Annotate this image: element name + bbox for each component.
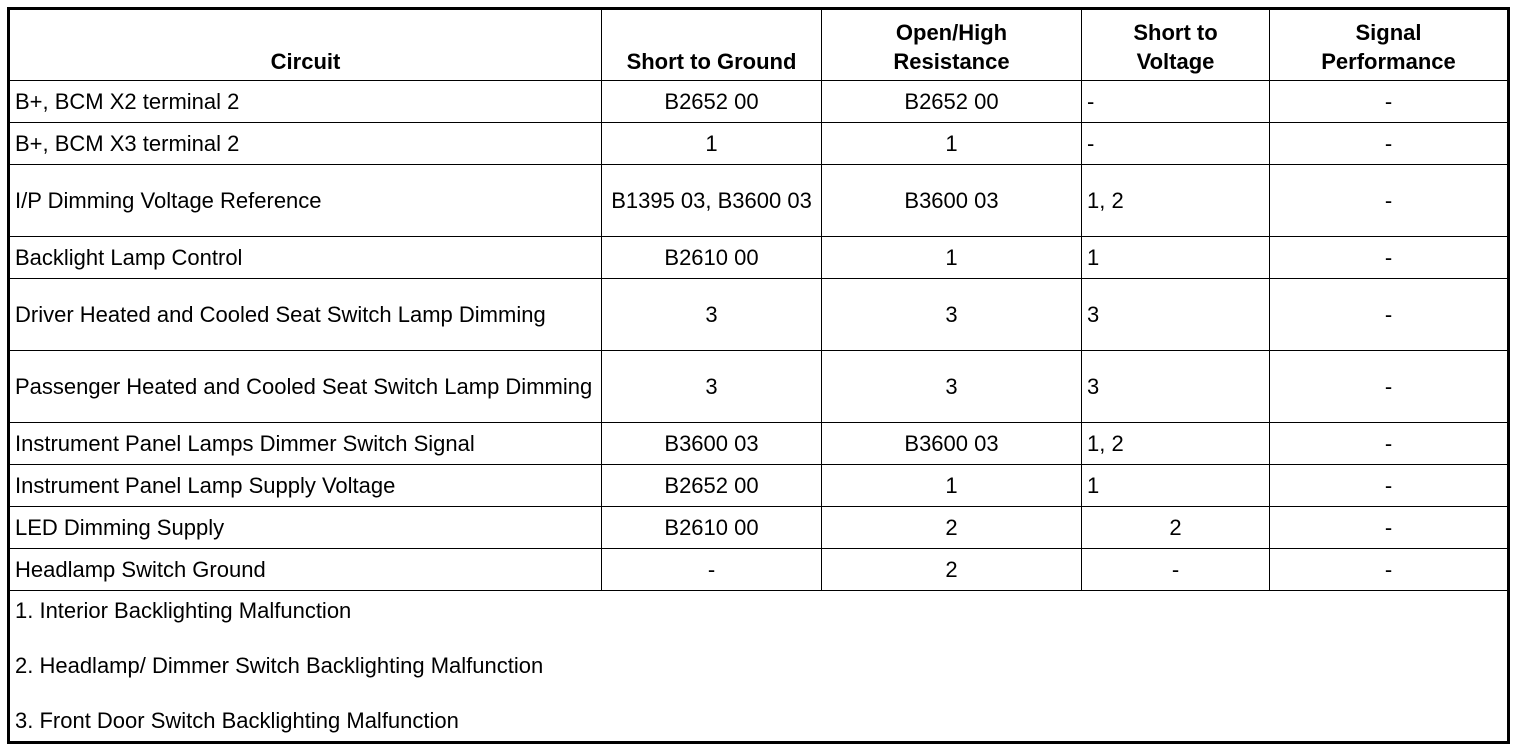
table-row: [9, 81, 1509, 123]
signal-performance-cell: -: [1270, 465, 1509, 507]
table-row: [9, 279, 1509, 351]
footnote-2: 2. Headlamp/ Dimmer Switch Backlighting Malfunction: [15, 653, 544, 678]
header-circuit: Circuit: [9, 9, 602, 81]
signal-performance-cell: -: [1270, 123, 1509, 165]
circuit-cell: B+, BCM X2 terminal 2: [9, 81, 602, 123]
footnotes-cell: [9, 591, 1509, 743]
short-to-voltage-cell: 1, 2: [1082, 165, 1270, 237]
signal-performance-cell: -: [1270, 423, 1509, 465]
header-open-line1: Open/High: [895, 20, 1008, 45]
open-high-resistance-cell: 3: [822, 279, 1082, 351]
table-row: [9, 165, 1509, 237]
open-high-resistance-cell: 1: [822, 237, 1082, 279]
footnote-3: 3. Front Door Switch Backlighting Malfunction: [15, 708, 459, 733]
short-to-ground-cell: 3: [602, 279, 822, 351]
table-row: [9, 423, 1509, 465]
circuit-cell: Driver Heated and Cooled Seat Switch Lamp Dimming: [9, 279, 602, 351]
header-voltage-line2: Voltage: [1136, 49, 1215, 74]
signal-performance-cell: -: [1270, 549, 1509, 591]
short-to-voltage-cell: -: [1082, 123, 1270, 165]
short-to-ground-cell: B2652 00: [602, 81, 822, 123]
header-voltage-line1: Short to: [1133, 20, 1218, 45]
short-to-voltage-cell: 1, 2: [1082, 423, 1270, 465]
signal-performance-cell: -: [1270, 507, 1509, 549]
open-high-resistance-cell: B3600 03: [822, 165, 1082, 237]
short-to-voltage-cell: 1: [1082, 465, 1270, 507]
short-to-ground-cell: 1: [602, 123, 822, 165]
table-row: [9, 549, 1509, 591]
circuit-cell: I/P Dimming Voltage Reference: [9, 165, 602, 237]
open-high-resistance-cell: B3600 03: [822, 423, 1082, 465]
header-open-high-resistance: [822, 9, 1082, 81]
short-to-ground-cell: B3600 03: [602, 423, 822, 465]
open-high-resistance-cell: 2: [822, 549, 1082, 591]
header-short-to-ground: Short to Ground: [602, 9, 822, 81]
table-row: [9, 123, 1509, 165]
short-to-voltage-cell: 2: [1082, 507, 1270, 549]
table-row: [9, 507, 1509, 549]
short-to-voltage-cell: 3: [1082, 351, 1270, 423]
header-signal-line2: Performance: [1321, 49, 1456, 74]
open-high-resistance-cell: 3: [822, 351, 1082, 423]
header-row: [9, 9, 1509, 81]
signal-performance-cell: -: [1270, 279, 1509, 351]
short-to-voltage-cell: 1: [1082, 237, 1270, 279]
short-to-ground-cell: -: [602, 549, 822, 591]
header-open-line2: Resistance: [893, 49, 1010, 74]
short-to-voltage-cell: -: [1082, 81, 1270, 123]
header-signal-performance: [1270, 9, 1509, 81]
circuit-cell: Headlamp Switch Ground: [9, 549, 602, 591]
circuit-cell: LED Dimming Supply: [9, 507, 602, 549]
open-high-resistance-cell: 1: [822, 123, 1082, 165]
signal-performance-cell: -: [1270, 81, 1509, 123]
signal-performance-cell: -: [1270, 351, 1509, 423]
short-to-ground-cell: B2610 00: [602, 507, 822, 549]
table-row: [9, 351, 1509, 423]
dtc-circuit-table: [7, 7, 1510, 744]
header-short-to-voltage: [1082, 9, 1270, 81]
short-to-ground-cell: 3: [602, 351, 822, 423]
open-high-resistance-cell: B2652 00: [822, 81, 1082, 123]
table-row: [9, 237, 1509, 279]
footnote-1: 1. Interior Backlighting Malfunction: [15, 598, 352, 623]
circuit-cell: Instrument Panel Lamp Supply Voltage: [9, 465, 602, 507]
short-to-voltage-cell: -: [1082, 549, 1270, 591]
circuit-cell: Instrument Panel Lamps Dimmer Switch Signal: [9, 423, 602, 465]
short-to-ground-cell: B2610 00: [602, 237, 822, 279]
short-to-ground-cell: B1395 03, B3600 03: [602, 165, 822, 237]
header-signal-line1: Signal: [1355, 20, 1422, 45]
open-high-resistance-cell: 1: [822, 465, 1082, 507]
short-to-voltage-cell: 3: [1082, 279, 1270, 351]
signal-performance-cell: -: [1270, 165, 1509, 237]
footnotes-row: [9, 591, 1509, 743]
circuit-cell: Passenger Heated and Cooled Seat Switch Lamp Dimming: [9, 351, 602, 423]
short-to-ground-cell: B2652 00: [602, 465, 822, 507]
circuit-cell: Backlight Lamp Control: [9, 237, 602, 279]
open-high-resistance-cell: 2: [822, 507, 1082, 549]
signal-performance-cell: -: [1270, 237, 1509, 279]
table-row: [9, 465, 1509, 507]
circuit-cell: B+, BCM X3 terminal 2: [9, 123, 602, 165]
